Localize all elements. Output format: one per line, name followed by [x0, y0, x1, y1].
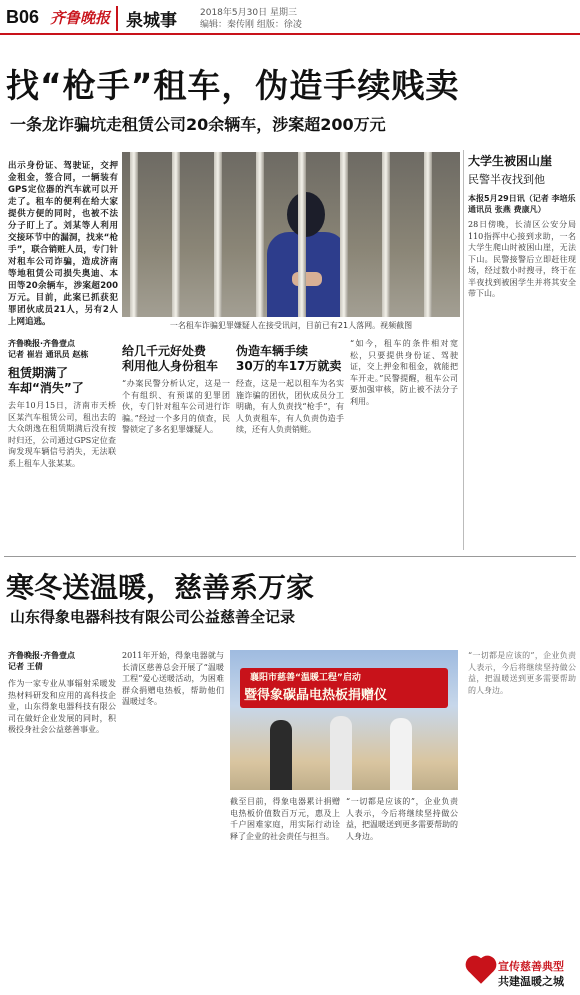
story2-text-b: 2011年开始，得象电器就与长清区慈善总会开展了“温暖工程”爱心送暖活动，为困难群众捐赠电热板，帮助他们温暖过冬。: [122, 651, 224, 706]
story2-side-text: “一切都是应该的”，企业负责人表示，今后将继续坚持做公益，把温暖送到更多需要帮助的人身边。: [468, 651, 576, 695]
story1-headline: 找“枪手”租车，伪造手续贱卖: [6, 66, 460, 105]
side-story-body: [468, 219, 576, 549]
story1-text-a: 去年10月15日，济南市天桥区某汽车租赁公司，租出去的大众朗逸在租赁期满后没有按时归还，公司通过GPS定位查询发现车辆信号消失，无法联系上租车人张某某。: [8, 401, 116, 468]
side-story-title: 大学生被困山崖: [468, 154, 553, 168]
side-story-subtitle: 民警半夜找到他: [468, 173, 545, 186]
suspect-figure: [262, 192, 352, 317]
story2-col-a: [8, 650, 116, 990]
page-number: B06: [6, 7, 40, 27]
story1-lead: 出示身份证、驾驶证，交押金租金，签合同，一辆装有GPS定位器的汽车就可以开走了。租车的便利在给大家提供方便的同时，也被不法分子盯上了。刘某等人利用交接环节中的漏洞，找来“枪手”，联合销赃人员，专门针对租车公司诈骗，造成济南等地租赁公司损失奥迪、本田等20余辆车，涉案超200万元。目前，此案已抓获犯罪团伙成员21人，另有2人上网追逃。: [8, 161, 118, 327]
story1-subheadline: 一条龙诈骗坑走租赁公司20余辆车，涉案超200万元: [10, 115, 386, 134]
header-meta: [200, 7, 320, 31]
story2-side-column: [468, 650, 576, 950]
side-story-byline: 本报5月29日讯（记者 李培乐 通讯员 张燕 费康凡）: [468, 194, 576, 214]
section-title: 泉城事: [116, 6, 177, 31]
photo-caption: 一名租车诈骗犯罪嫌疑人在接受讯问，目前已有21人落网。视频截图: [169, 321, 413, 330]
story2-text-c: 截至目前，得象电器累计捐赠电热板价值数百万元，惠及上千户困难家庭，用实际行动诠释了企业的社会责任与担当。: [230, 797, 340, 841]
story1-text-b: “办案民警分析认定，这是一个有组织、有预谋的犯罪团伙，专门针对租车公司进行诈骗。”经过一个多月的侦查，民警锁定了多名犯罪嫌疑人。: [122, 379, 230, 434]
header-rule: [0, 33, 580, 35]
side-story-text: 28日傍晚，长清区公安分局110指挥中心接到求助，一名大学生爬山时被困山崖，无法下山。民警接警后立即赶往现场，经过数小时搜寻，终于在半夜找到被困学生并将其安全带下山。: [468, 220, 576, 298]
story1-col-d: [350, 338, 458, 553]
column-rule: [463, 150, 464, 550]
page-header: [0, 0, 580, 36]
story1-subhead-c: 伪造车辆手续 30万的车17万就卖: [236, 344, 342, 373]
badge-line-1: 宣传慈善典型: [498, 960, 564, 973]
story1-text-d: “如今，租车的条件相对宽松，只要提供身份证、驾驶证，交上押金和租金，就能把车开走。”民警提醒，租车公司要加强审核，防止被不法分子利用。: [350, 339, 458, 406]
donation-ceremony-photo: [230, 650, 458, 790]
story1-col-b: [122, 338, 230, 553]
story-divider: [4, 556, 576, 557]
interrogation-photo: [122, 152, 460, 317]
charity-campaign-badge: [468, 956, 576, 990]
story2-col-c: [230, 796, 340, 990]
heart-icon: [468, 958, 493, 983]
paper-logo: 齐鲁晚报: [50, 9, 111, 27]
story1-col-c: [236, 338, 344, 553]
story1-subhead-b: 给几千元好处费 利用他人身份租车: [122, 344, 219, 373]
banner-text-small: 襄阳市慈善“温暖工程”启动: [250, 673, 361, 683]
badge-line-2: 共建温暖之城: [498, 975, 564, 988]
story2-text-a: 作为一家专业从事辐射采暖发热材料研发和应用的高科技企业，山东得象电器科技有限公司在做好企业发展的同时，积极投身社会公益慈善事业。: [8, 679, 116, 734]
story1-text-c: 经查，这是一起以租车为名实施诈骗的团伙，团伙成员分工明确，有人负责找“枪手”，有人负责租车，有人负责伪造手续，还有人负责销赃。: [236, 379, 344, 434]
story2-col-b: [122, 650, 224, 990]
story2-subheadline: 山东得象电器科技有限公司公益慈善全记录: [10, 608, 296, 626]
story1-subhead-a: 租赁期满了 车却“消失”了: [8, 366, 84, 395]
story2-text-d: “一切都是应该的”，企业负责人表示，今后将继续坚持做公益，把温暖送到更多需要帮助的人身边。: [346, 797, 458, 841]
editor-credits: 编辑：秦传刚 组版：徐凌: [200, 20, 302, 30]
story2-headline: 寒冬送温暖，慈善系万家: [6, 571, 315, 604]
story2-byline: 齐鲁晚报·齐鲁壹点 记者 王倩: [8, 651, 76, 671]
issue-date: 2018年5月30日 星期三: [200, 8, 297, 18]
story1-byline: 齐鲁晚报·齐鲁壹点 记者 崔岩 通讯员 赵栋: [8, 339, 89, 359]
story1-col-a: [8, 338, 116, 553]
side-story: [468, 152, 576, 549]
banner-text-large: 暨得象碳晶电热板捐赠仪: [244, 688, 388, 703]
story2-col-d: [346, 796, 458, 990]
